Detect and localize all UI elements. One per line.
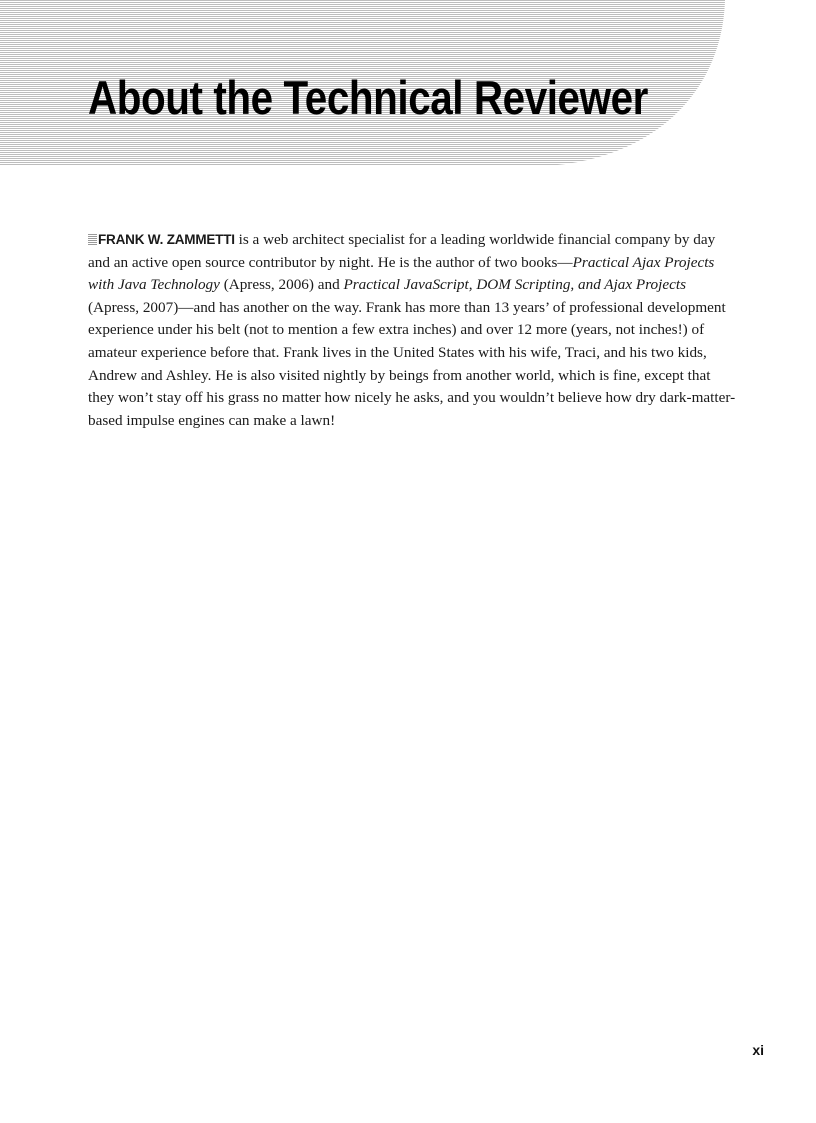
reviewer-bio-paragraph — [88, 229, 738, 432]
bio-text-segment: (Apress, 2007)—and has another on the way. Frank has more than 13 years’ of professional development experience under his belt (not to mention a few extra inches) and over 12 more (years, not inches!) of amateur experience before that. Frank lives in the United States with his wife, Traci, and his two kids, Andrew and Ashley. He is also visited nightly by beings from another world, which is fine, except that they won’t stay off his grass no matter how nicely he asks, and you wouldn’t believe how dry dark-matter-based impulse engines can make a lawn! — [88, 298, 736, 429]
book-title: Practical Ajax Projects with Java Technology — [88, 253, 715, 294]
bio-text-segment: (Apress, 2006) and — [219, 276, 344, 294]
paragraph-marker-icon — [88, 234, 97, 245]
bio-text-segment: is a web architect specialist for a leading worldwide financial company by day and an active open source contributor by night. He is the author of two books— — [88, 231, 716, 271]
book-title: Practical JavaScript, DOM Scripting, and Ajax Projects — [343, 276, 686, 294]
chapter-title: About the Technical Reviewer — [88, 71, 648, 124]
reviewer-name: FRANK W. ZAMMETTI — [98, 232, 235, 247]
page-number: xi — [752, 1042, 764, 1058]
